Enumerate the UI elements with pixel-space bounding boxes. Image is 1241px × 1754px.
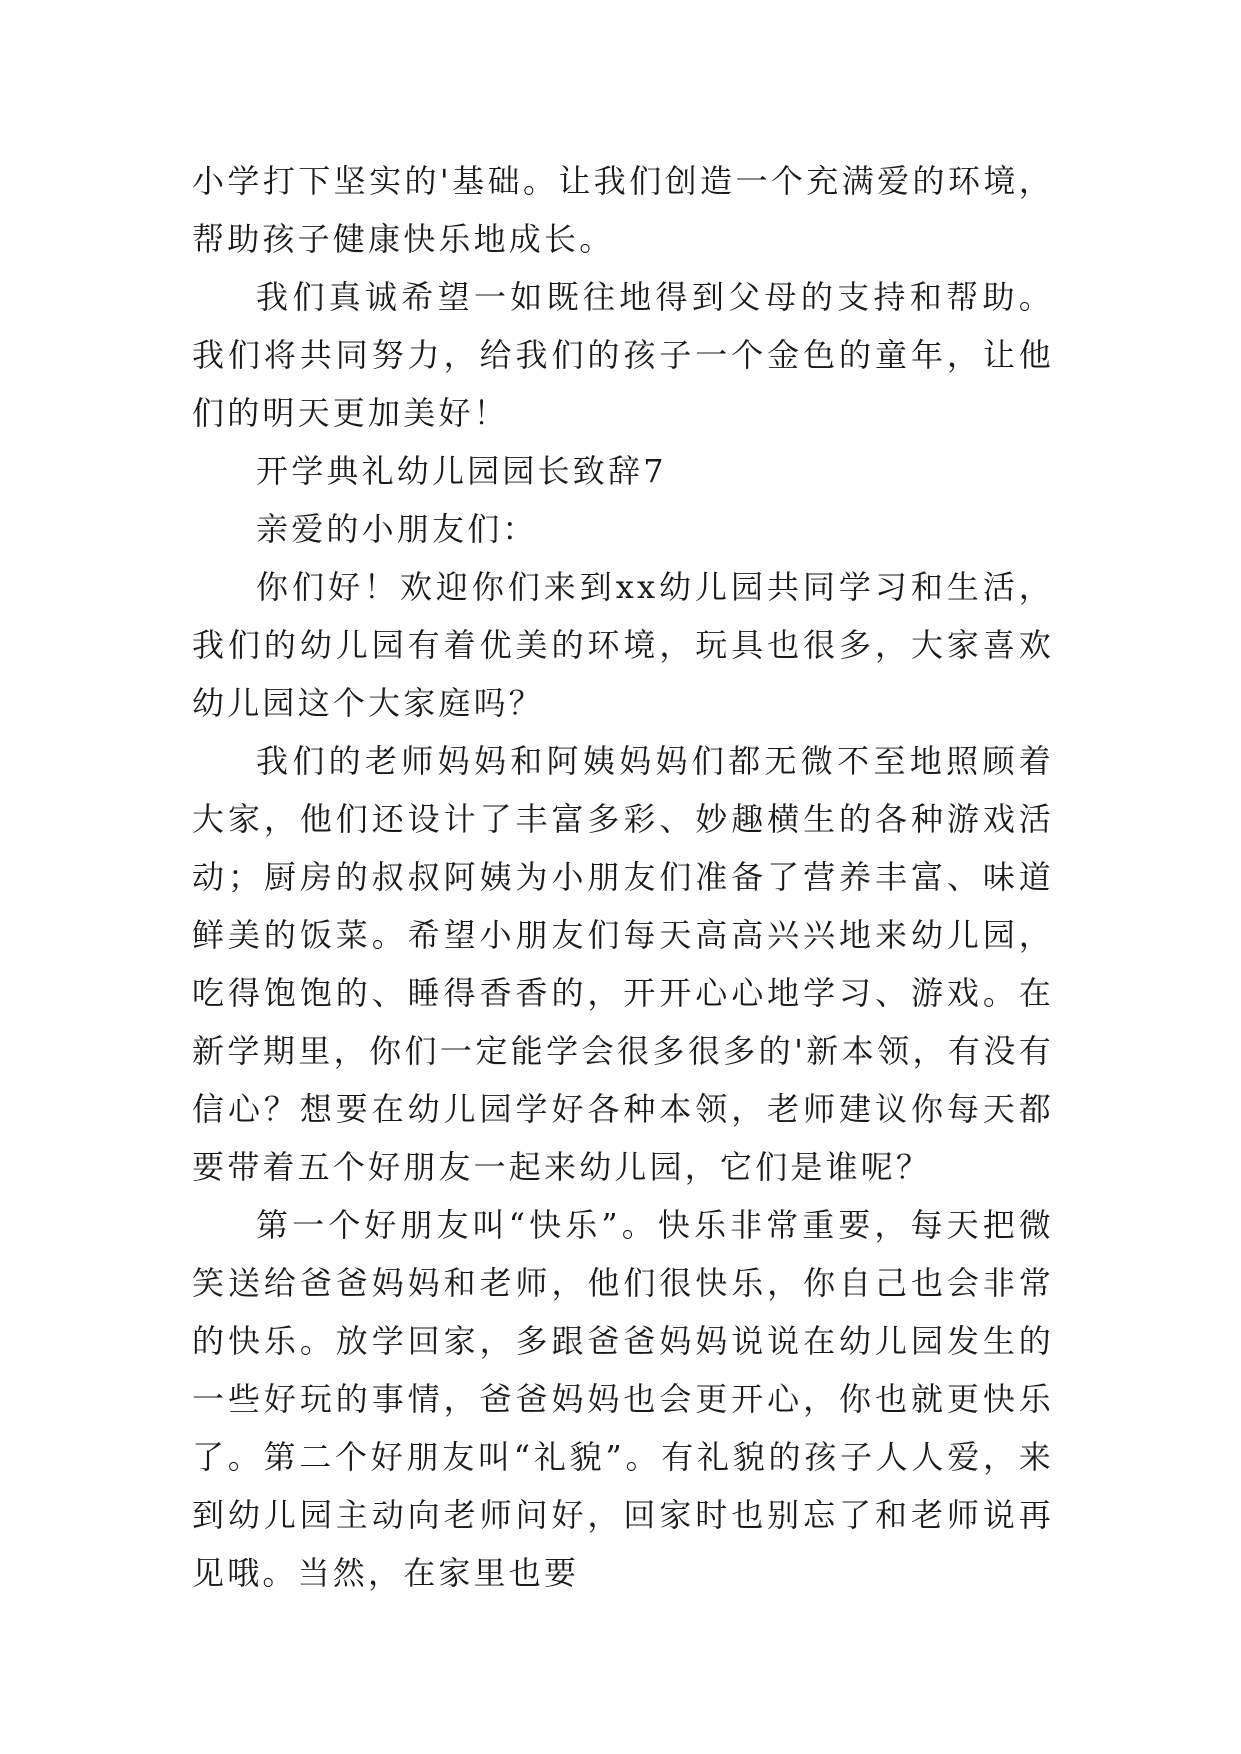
section-heading: 开学典礼幼儿园园长致辞7 [256,452,667,490]
paragraph: 第一个好朋友叫“快乐”。快乐非常重要，每天把微笑送给爸爸妈妈和老师，他们很快乐，你自己也会非常的快乐。放学回家，多跟爸爸妈妈说说在幼儿园发生的一些好玩的事情，爸爸妈妈也会更开心，你也就更快乐了。第二个好朋友叫“礼貌”。有礼貌的孩子人人爱，来到幼儿园主动向老师问好，回家时也别忘了和老师说再见哦。当然，在家里也要 [192,1206,1054,1592]
paragraph: 我们真诚希望一如既往地得到父母的支持和帮助。我们将共同努力，给我们的孩子一个金色的童年，让他们的明天更加美好！ [192,278,1054,432]
paragraph: 我们的老师妈妈和阿姨妈妈们都无微不至地照顾着大家，他们还设计了丰富多彩、妙趣横生的各种游戏活动；厨房的叔叔阿姨为小朋友们准备了营养丰富、味道鲜美的饭菜。希望小朋友们每天高高兴兴地来幼儿园，吃得饱饱的、睡得香香的，开开心心地学习、游戏。在新学期里，你们一定能学会很多很多的'新本领，有没有信心？想要在幼儿园学好各种本领，老师建议你每天都要带着五个好朋友一起来幼儿园，它们是谁呢？ [192,742,1054,1186]
paragraph: 小学打下坚实的'基础。让我们创造一个充满爱的环境，帮助孩子健康快乐地成长。 [192,162,1054,258]
salutation: 亲爱的小朋友们： [256,510,538,548]
paragraph: 你们好！欢迎你们来到xx幼儿园共同学习和生活，我们的幼儿园有着优美的环境，玩具也很多，大家喜欢幼儿园这个大家庭吗？ [192,568,1054,722]
document-body [192,152,1054,1602]
